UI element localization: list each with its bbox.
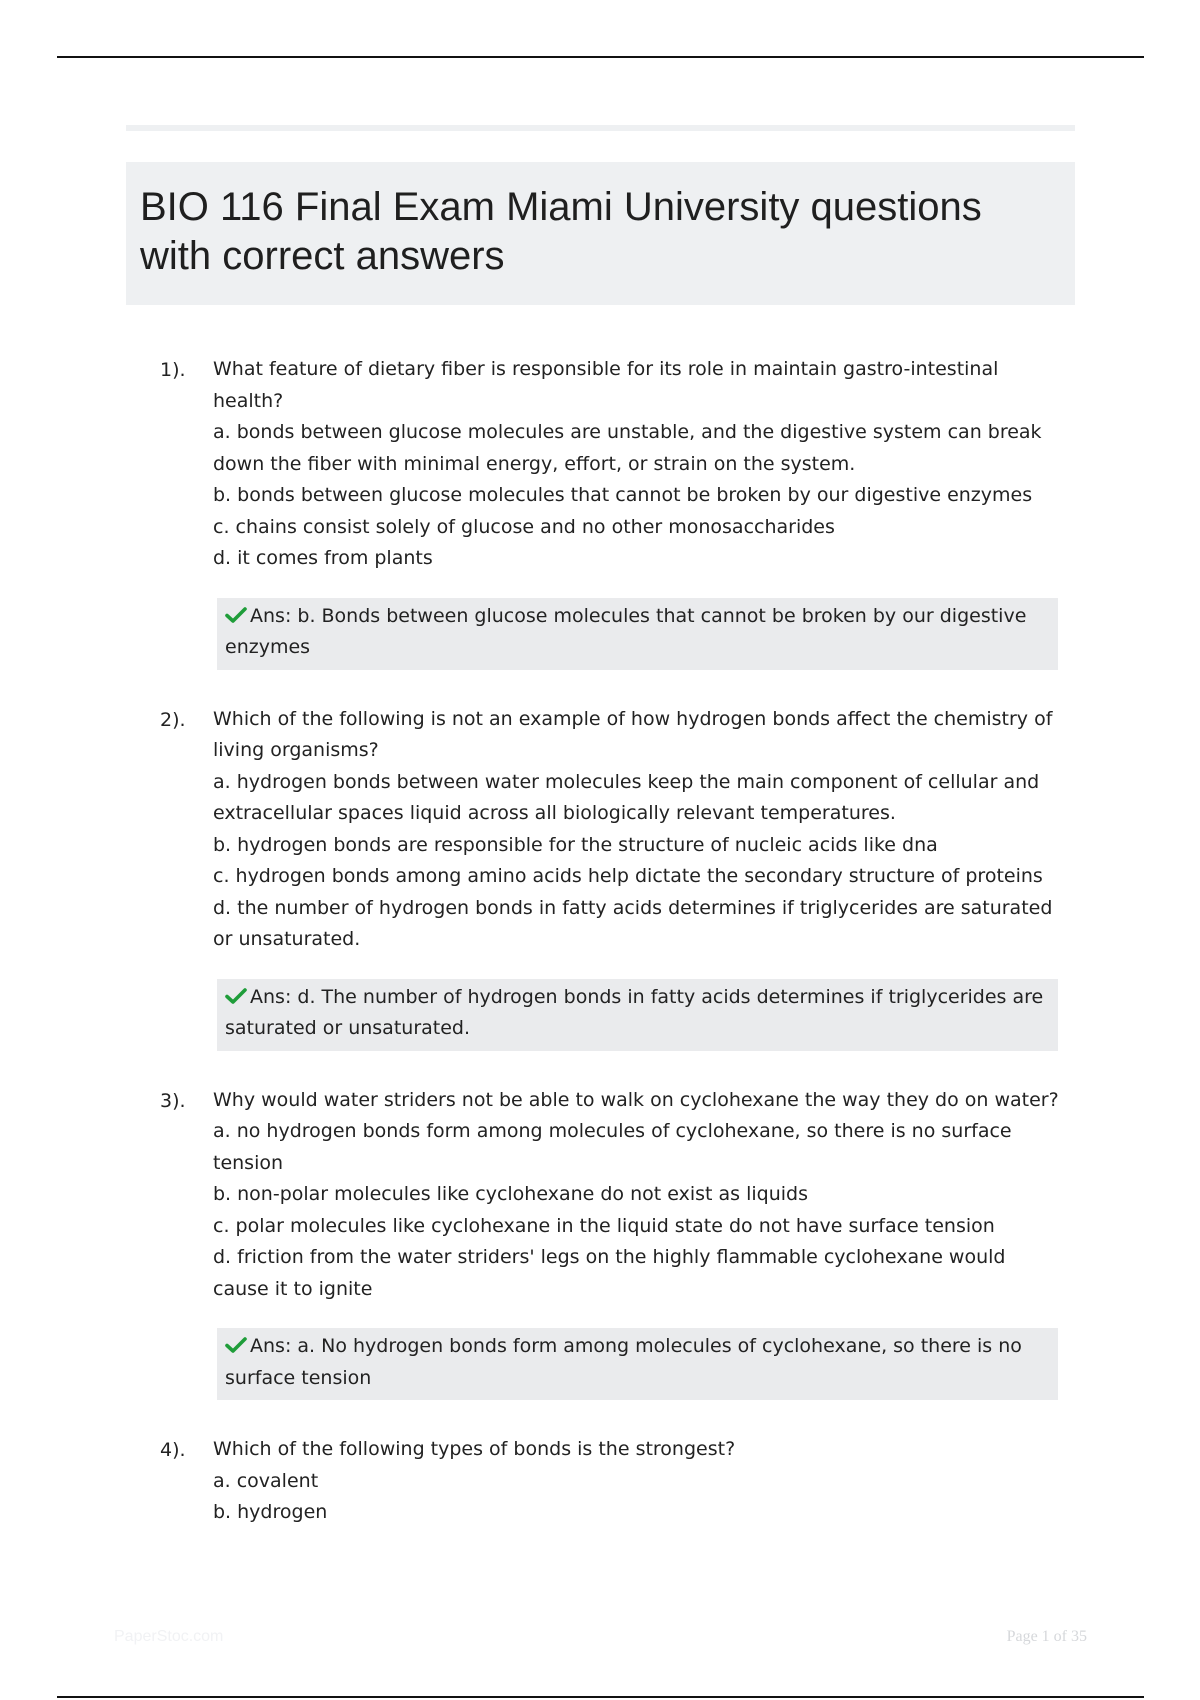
title-panel	[126, 162, 1075, 305]
checkmark-icon	[225, 607, 247, 623]
question-text: Why would water striders not be able to walk on cyclohexane the way they do on water?	[213, 1088, 1059, 1111]
page-number: Page 1 of 35	[1006, 1628, 1087, 1645]
option-d: d. the number of hydrogen bonds in fatty acids determines if triglycerides are saturated or unsaturated.	[213, 896, 1053, 950]
option-d: d. it comes from plants	[213, 547, 433, 569]
answer-box	[217, 598, 1058, 670]
option-d: d. friction from the water striders' legs on the highly flammable cyclohexane would cause it to ignite	[213, 1246, 1006, 1300]
question-body	[213, 704, 1060, 1051]
question-3	[160, 1085, 1060, 1401]
question-body	[213, 1085, 1060, 1401]
question-number: 2).	[160, 708, 186, 731]
answer-text: Ans: d. The number of hydrogen bonds in fatty acids determines if triglycerides are saturated or unsaturated.	[225, 985, 1044, 1039]
checkmark-icon	[225, 1337, 247, 1353]
option-a: a. bonds between glucose molecules are unstable, and the digestive system can break down the fiber with minimal energy, effort, or strain on the system.	[213, 421, 1042, 475]
checkmark-icon	[225, 988, 247, 1004]
question-body	[213, 1434, 1060, 1529]
answer-box	[217, 979, 1058, 1051]
document-title: BIO 116 Final Exam Miami University questions with correct answers	[140, 185, 982, 278]
option-b: b. hydrogen	[213, 1501, 328, 1523]
answer-text: Ans: a. No hydrogen bonds form among molecules of cyclohexane, so there is no surface tension	[225, 1335, 1022, 1389]
option-a: a. hydrogen bonds between water molecules keep the main component of cellular and extracellular spaces liquid across all biologically relevant temperatures.	[213, 770, 1040, 824]
option-c: c. chains consist solely of glucose and no other monosaccharides	[213, 515, 835, 538]
question-number: 3).	[160, 1089, 186, 1112]
question-body	[213, 354, 1060, 670]
question-text: Which of the following is not an example of how hydrogen bonds affect the chemistry of living organisms?	[213, 707, 1053, 761]
question-4	[160, 1434, 1060, 1529]
question-1	[160, 354, 1060, 670]
question-text: Which of the following types of bonds is the strongest?	[213, 1438, 736, 1460]
answer-box	[217, 1328, 1058, 1400]
option-a: a. no hydrogen bonds form among molecules of cyclohexane, so there is no surface tension	[213, 1120, 1012, 1174]
option-c: c. hydrogen bonds among amino acids help dictate the secondary structure of proteins	[213, 865, 1043, 887]
footer-watermark: PaperStoc.com	[114, 1628, 224, 1645]
option-b: b. non-polar molecules like cyclohexane do not exist as liquids	[213, 1183, 808, 1205]
question-number: 4).	[160, 1439, 186, 1461]
question-number: 1).	[160, 359, 186, 381]
top-rule	[57, 56, 1144, 58]
header-band	[126, 125, 1075, 131]
option-c: c. polar molecules like cyclohexane in the liquid state do not have surface tension	[213, 1214, 995, 1237]
bottom-rule	[57, 1696, 1144, 1698]
question-2	[160, 704, 1060, 1051]
question-text: What feature of dietary fiber is responsible for its role in maintain gastro-intestinal health?	[213, 358, 999, 412]
answer-text: Ans: b. Bonds between glucose molecules that cannot be broken by our digestive enzymes	[225, 604, 1027, 658]
option-b: b. hydrogen bonds are responsible for the structure of nucleic acids like dna	[213, 833, 938, 856]
option-a: a. covalent	[213, 1469, 319, 1492]
question-list	[160, 354, 1060, 1563]
option-b: b. bonds between glucose molecules that cannot be broken by our digestive enzymes	[213, 484, 1033, 506]
